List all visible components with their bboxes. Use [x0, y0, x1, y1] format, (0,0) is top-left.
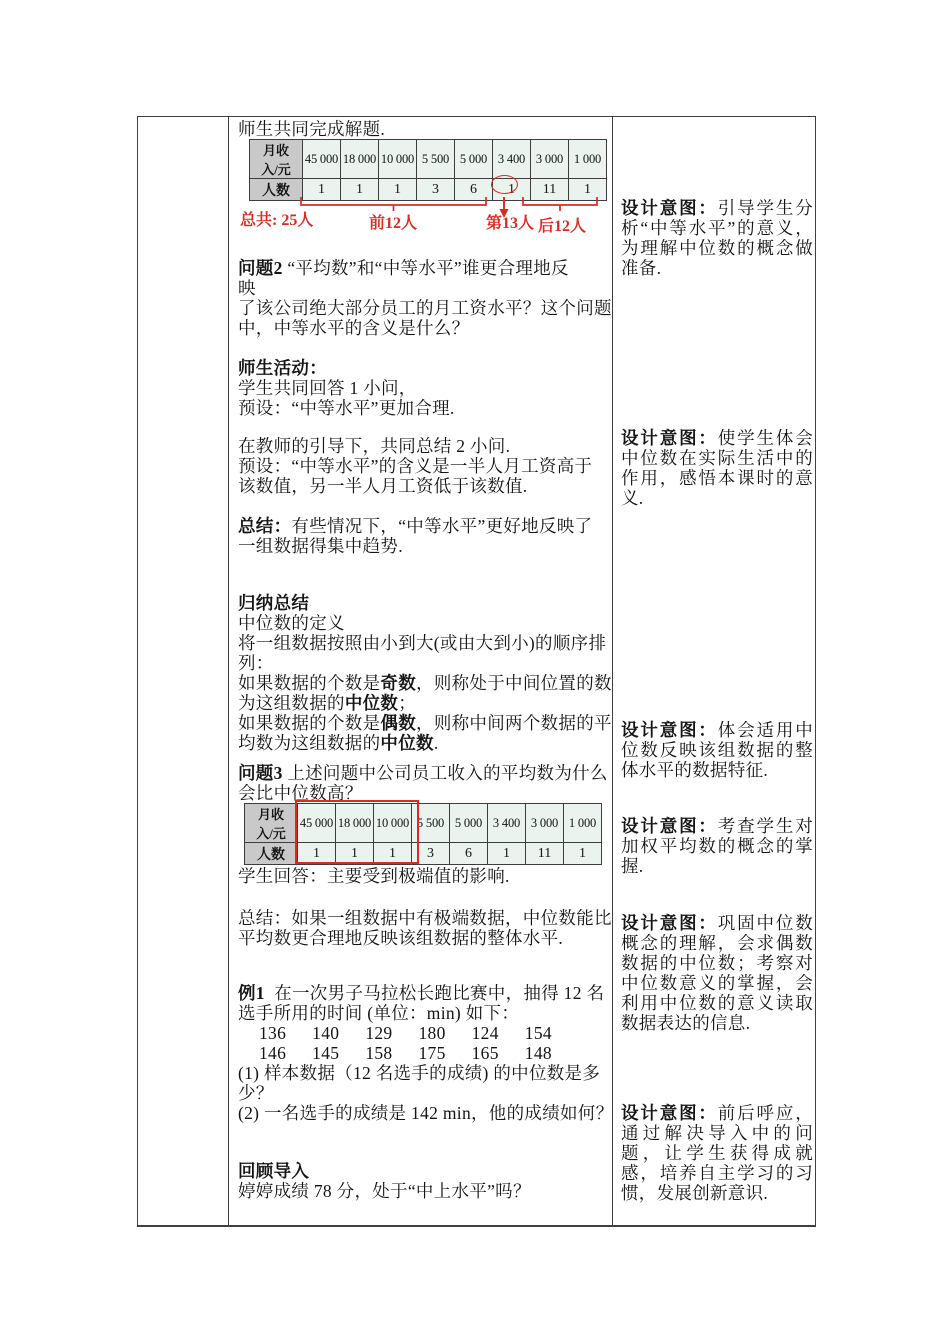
text-line: 了该公司绝大部分员工的月工资水平？这个问题: [238, 298, 612, 318]
table-annotations: [238, 197, 610, 237]
paragraph-summary1: [238, 516, 592, 556]
text-line: 会比中位数高？: [238, 783, 363, 803]
count-cell: 1: [564, 843, 602, 865]
text-line: 均数为这组数据的中位数.: [238, 733, 439, 753]
income-cell: 1 000: [569, 140, 607, 179]
paragraph-example1-questions: [238, 1063, 613, 1123]
text-line: 如果数据的个数是奇数，则称处于中间位置的数: [238, 673, 612, 693]
count-cell: 3: [417, 179, 455, 201]
count-cell: 3: [412, 843, 450, 865]
text-line: (2) 一名选手的成绩是 142 min，他的成绩如何？: [238, 1103, 614, 1123]
design-intent-6: [621, 1103, 813, 1203]
text-line: 回顾导入: [238, 1161, 310, 1181]
text-line: 将一组数据按照由小到大(或由大到小)的顺序排: [238, 633, 607, 653]
text-line: 师生活动：: [238, 358, 327, 378]
text-line: 少？: [238, 1083, 274, 1103]
text-line: 中位数的定义: [238, 613, 345, 633]
income-cell: 10 000: [374, 804, 412, 843]
text-line: 学生共同回答 1 小问，: [238, 378, 417, 398]
text-line: 总结：有些情况下，“中等水平”更好地反映了: [238, 516, 593, 536]
text-line: 平均数更合理地反映该组数据的整体水平.: [238, 928, 564, 948]
paragraph-teacher-guide: [238, 436, 592, 496]
count-cell: 1: [298, 843, 336, 865]
text-line: 问题3 上述问题中公司员工收入的平均数为什么: [238, 763, 608, 783]
row-header-count: 人数: [245, 843, 298, 865]
paragraph-intro: [238, 119, 385, 139]
count-cell: 1: [303, 179, 341, 201]
paragraph-conclusion: [238, 593, 612, 753]
example1-times: [238, 1023, 552, 1063]
count-cell: 6: [455, 179, 493, 201]
text-line: 预设：“中等水平”的含义是一半人月工资高于: [238, 456, 593, 476]
column-divider-right: [612, 117, 613, 1225]
text-line: 为这组数据的中位数；: [238, 693, 417, 713]
paragraph-example1-head: [238, 983, 604, 1023]
text-line: 总结：如果一组数据中有极端数据，中位数能比: [238, 908, 612, 928]
row-header-income-line2: 入/元: [261, 162, 291, 177]
text-line: 如果数据的个数是偶数，则称中间两个数据的平: [238, 713, 612, 733]
text-line: 设计意图：巩固中位数概念的理解，会求偶数数据的中位数；考察对中位数意义的掌握，会利用中位数的意义读取数据表达的信息.: [621, 913, 814, 1033]
brace-front12: [301, 197, 486, 205]
text-line: 学生回答：主要受到极端值的影响.: [238, 866, 510, 886]
label-13th: 第13人: [485, 215, 535, 232]
lesson-plan-table: [137, 116, 816, 1227]
income-cell: 5 500: [417, 140, 455, 179]
text-line: 设计意图：使学生体会中位数在实际生活中的作用，感悟本课时的意义.: [621, 428, 814, 508]
paragraph-recall: [238, 1161, 531, 1201]
time-value: 136: [259, 1023, 287, 1043]
time-value: 146: [259, 1043, 287, 1063]
time-value: 165: [471, 1043, 499, 1063]
salary-table-1: [249, 139, 607, 201]
median-circle-mark: [491, 175, 518, 194]
paragraph-question2: [238, 258, 612, 338]
design-intent-3: [621, 720, 813, 780]
income-cell: 10 000: [379, 140, 417, 179]
text-line: 选手所用的时间 (单位：min) 如下：: [238, 1003, 520, 1023]
text-line: 设计意图：体会适用中位数反映该组数据的整体水平的数据特征.: [621, 720, 814, 780]
income-cell: 3 000: [531, 140, 569, 179]
times-row-1: [238, 1023, 552, 1043]
paragraph-summary2: [238, 908, 612, 948]
brace-last12: [523, 197, 597, 205]
text-line: 该数值，另一半人月工资低于该数值.: [238, 476, 528, 496]
income-cell: 18 000: [341, 140, 379, 179]
design-intent-4: [621, 816, 813, 876]
design-intent-2: [621, 428, 813, 508]
row-header-income-line1: 月收: [262, 143, 289, 158]
text-line: 预设：“中等水平”更加合理.: [238, 398, 455, 418]
paragraph-activity: [238, 358, 455, 418]
income-cell: 3 000: [526, 804, 564, 843]
label-total-25: 总共: 25人: [240, 212, 314, 229]
income-cell: 3 400: [488, 804, 526, 843]
income-cell: 5 500: [412, 804, 450, 843]
text-line: 师生共同完成解题.: [238, 119, 386, 139]
income-cell: 1 000: [564, 804, 602, 843]
count-cell: 11: [531, 179, 569, 201]
column-divider-left: [228, 117, 229, 1225]
design-intent-5: [621, 913, 813, 1033]
count-cell: 11: [526, 843, 564, 865]
text-line: 列：: [238, 653, 274, 673]
time-value: 148: [524, 1043, 552, 1063]
text-line: 中，中等水平的含义是什么？: [238, 318, 470, 338]
row-header-income-line1: 月收: [257, 807, 284, 822]
extreme-values-highlight-rect: [295, 800, 419, 864]
time-value: 129: [365, 1023, 393, 1043]
count-cell: 6: [450, 843, 488, 865]
text-line: 一组数据得集中趋势.: [238, 536, 403, 556]
count-cell: 1: [379, 179, 417, 201]
row-header-income: [250, 140, 303, 179]
text-line: 设计意图：考查学生对加权平均数的概念的掌握.: [621, 816, 814, 876]
label-last12: 后12人: [537, 218, 587, 235]
paragraph-student-answer: [238, 866, 510, 886]
income-cell: 5 000: [450, 804, 488, 843]
text-line: 归纳总结: [238, 593, 310, 613]
time-value: 140: [312, 1023, 340, 1043]
row-header-income: [245, 804, 298, 843]
count-cell: 1: [569, 179, 607, 201]
text-line: 例1 在一次男子马拉松长跑比赛中，抽得 12 名: [238, 983, 605, 1003]
design-intent-1: [621, 198, 813, 278]
count-cell: 1: [336, 843, 374, 865]
time-value: 180: [418, 1023, 446, 1043]
paragraph-question3: [238, 763, 608, 803]
row-header-income-line2: 入/元: [256, 826, 286, 841]
text-line: 映: [238, 278, 256, 298]
text-line: 婷婷成绩 78 分，处于“中上水平”吗？: [238, 1181, 531, 1201]
income-cell: 5 000: [455, 140, 493, 179]
text-line: 问题2 “平均数”和“中等水平”谁更合理地反: [238, 258, 569, 278]
time-value: 124: [471, 1023, 499, 1043]
count-cell: 1: [493, 179, 531, 201]
text-line: 在教师的引导下，共同总结 2 小问.: [238, 436, 511, 456]
income-cell: 45 000: [303, 140, 341, 179]
count-cell: 1: [488, 843, 526, 865]
time-value: 145: [312, 1043, 340, 1063]
count-cell: 1: [374, 843, 412, 865]
text-line: 设计意图：引导学生分析“中等水平”的意义，为理解中位数的概念做准备.: [621, 198, 814, 278]
row-header-count: 人数: [250, 179, 303, 201]
income-cell: 3 400: [493, 140, 531, 179]
time-value: 154: [524, 1023, 552, 1043]
text-line: (1) 样本数据（12 名选手的成绩) 的中位数是多: [238, 1063, 601, 1083]
income-cell: 18 000: [336, 804, 374, 843]
times-row-2: [238, 1043, 552, 1063]
time-value: 175: [418, 1043, 446, 1063]
income-cell: 45 000: [298, 804, 336, 843]
text-line: 设计意图：前后呼应，通过解决导入中的问题，让学生获得成就感，培养自主学习的习惯，发展创新意识.: [621, 1103, 814, 1203]
label-front12: 前12人: [368, 215, 418, 232]
count-cell: 1: [341, 179, 379, 201]
time-value: 158: [365, 1043, 393, 1063]
